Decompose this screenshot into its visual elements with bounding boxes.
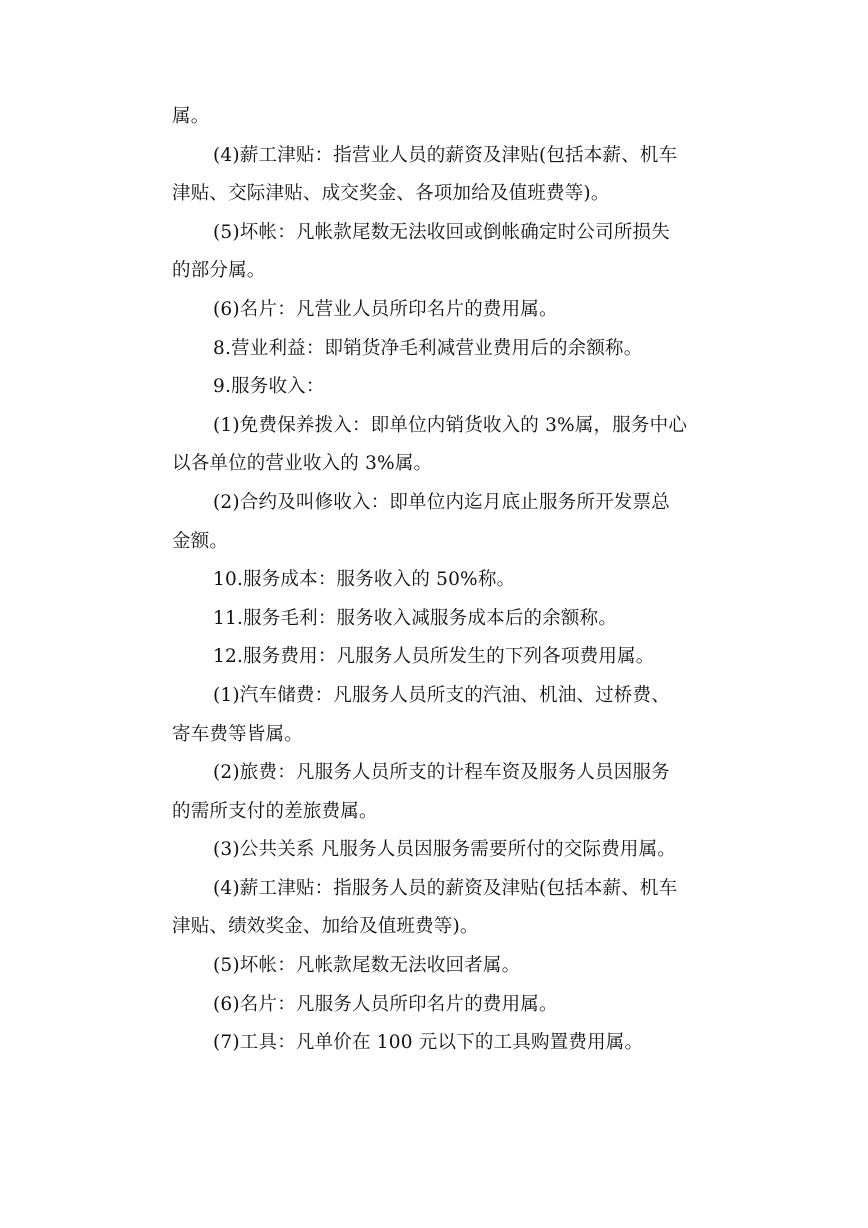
- text-line: 11.服务毛利：服务收入减服务成本后的余额称。: [213, 607, 618, 629]
- text-line: 寄车费等皆属。: [172, 723, 303, 745]
- text-line: (5)坏帐：凡帐款尾数无法收回或倒帐确定时公司所损失: [213, 221, 670, 243]
- text-line: (7)工具：凡单价在 100 元以下的工具购置费用属。: [213, 1032, 644, 1054]
- text-line: 的需所支付的差旅费属。: [172, 800, 378, 822]
- text-line: (1)免费保养拨入：即单位内销货收入的 3%属，服务中心: [213, 414, 688, 436]
- text-line: 的部分属。: [172, 260, 266, 282]
- text-line: 津贴、交际津贴、成交奖金、各项加给及值班费等)。: [172, 183, 610, 205]
- text-line: (2)旅费：凡服务人员所支的计程车资及服务人员因服务: [213, 762, 670, 784]
- text-line: 以各单位的营业收入的 3%属。: [172, 453, 433, 475]
- text-line: 8.营业利益：即销货净毛利减营业费用后的余额称。: [213, 337, 643, 359]
- text-line: 津贴、绩效奖金、加给及值班费等)。: [172, 916, 479, 938]
- text-line: (1)汽车储费：凡服务人员所支的汽油、机油、过桥费、: [213, 684, 670, 706]
- text-line: 10.服务成本：服务收入的 50%称。: [213, 569, 516, 591]
- text-line: (3)公共关系 凡服务人员因服务需要所付的交际费用属。: [213, 839, 676, 861]
- text-line: 属。: [172, 106, 210, 127]
- text-line: 金额。: [172, 530, 229, 552]
- text-line: 12.服务费用：凡服务人员所发生的下列各项费用属。: [213, 646, 655, 668]
- text-line: (5)坏帐：凡帐款尾数无法收回者属。: [213, 955, 521, 977]
- text-line: (6)名片：凡营业人员所印名片的费用属。: [213, 298, 558, 320]
- document-body: [172, 98, 728, 1063]
- text-line: (2)合约及叫修收入：即单位内迄月底止服务所开发票总: [213, 491, 670, 513]
- text-line: (4)薪工津贴：指营业人员的薪资及津贴(包括本薪、机车: [213, 144, 678, 166]
- text-line: (6)名片：凡服务人员所印名片的费用属。: [213, 993, 558, 1015]
- text-line: (4)薪工津贴：指服务人员的薪资及津贴(包括本薪、机车: [213, 877, 678, 899]
- text-line: 9.服务收入：: [213, 376, 325, 398]
